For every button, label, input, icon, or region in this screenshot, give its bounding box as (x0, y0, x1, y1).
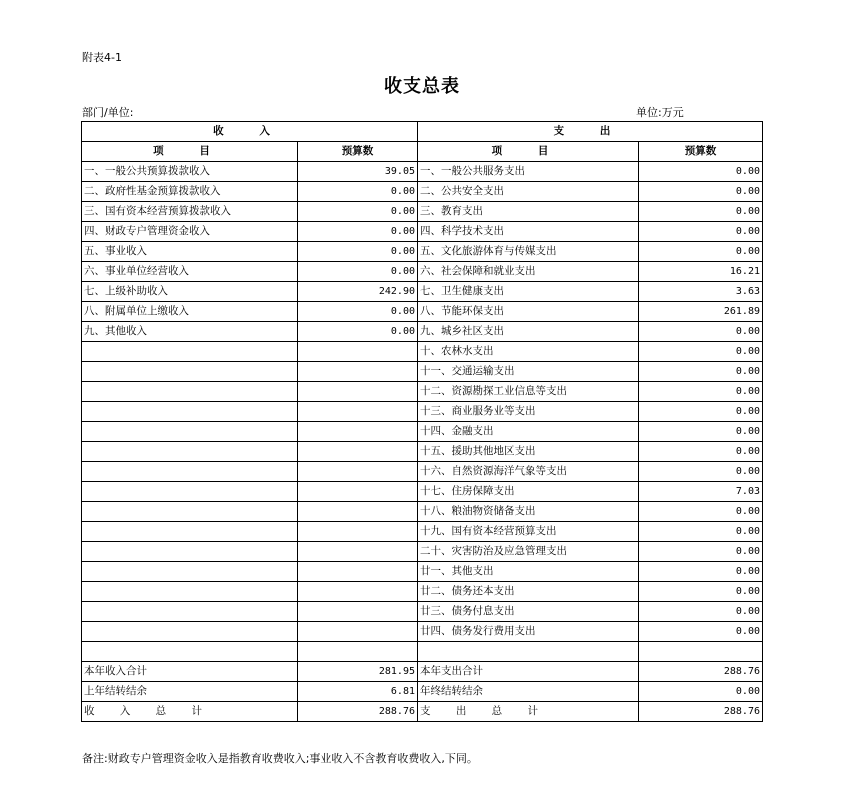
footnote: 备注:财政专户管理资金收入是指教育收费收入;事业收入不含教育收费收入,下同。 (82, 752, 478, 765)
expense-item-cell: 十九、国有资本经营预算支出 (418, 522, 639, 542)
income-amount-cell (298, 562, 418, 582)
expense-item-cell: 四、科学技术支出 (418, 222, 639, 242)
expense-item-cell: 廿一、其他支出 (418, 562, 639, 582)
expense-amount-cell: 0.00 (639, 542, 763, 562)
income-item-cell (82, 382, 298, 402)
expense-amount-cell: 0.00 (639, 422, 763, 442)
table-row (82, 542, 763, 562)
expense-amount-cell: 0.00 (639, 362, 763, 382)
table-row (82, 342, 763, 362)
income-amount-cell (298, 382, 418, 402)
group-header-row (82, 122, 763, 142)
income-amount-cell (298, 362, 418, 382)
expense-item-cell: 五、文化旅游体育与传媒支出 (418, 242, 639, 262)
table-row (82, 262, 763, 282)
income-amount-cell (298, 422, 418, 442)
income-amount-cell: 281.95 (298, 662, 418, 682)
expense-item-cell: 二十、灾害防治及应急管理支出 (418, 542, 639, 562)
income-item-cell (82, 582, 298, 602)
income-amount-cell: 0.00 (298, 222, 418, 242)
income-item-cell: 四、财政专户管理资金收入 (82, 222, 298, 242)
income-amount-cell: 0.00 (298, 182, 418, 202)
income-amount-cell (298, 522, 418, 542)
table-row (82, 562, 763, 582)
income-item-cell: 八、附属单位上缴收入 (82, 302, 298, 322)
income-amount-cell (298, 582, 418, 602)
income-item-cell: 上年结转结余 (82, 682, 298, 702)
income-item-col-header: 项 目 (82, 142, 298, 162)
expense-amount-cell: 288.76 (639, 702, 763, 722)
expense-amount-cell: 0.00 (639, 602, 763, 622)
income-amount-cell: 0.00 (298, 202, 418, 222)
income-amount-cell (298, 482, 418, 502)
expense-item-cell: 十、农林水支出 (418, 342, 639, 362)
income-budget-col-header: 预算数 (298, 142, 418, 162)
expense-amount-cell: 0.00 (639, 562, 763, 582)
total-row (82, 662, 763, 682)
expense-item-col-header: 项 目 (418, 142, 639, 162)
income-amount-cell (298, 462, 418, 482)
expense-item-cell: 十三、商业服务业等支出 (418, 402, 639, 422)
income-item-cell: 一、一般公共预算拨款收入 (82, 162, 298, 182)
expense-item-cell: 十五、援助其他地区支出 (418, 442, 639, 462)
column-header-row (82, 142, 763, 162)
expense-amount-cell: 261.89 (639, 302, 763, 322)
expense-amount-cell: 0.00 (639, 202, 763, 222)
income-item-cell: 六、事业单位经营收入 (82, 262, 298, 282)
expense-amount-cell: 0.00 (639, 322, 763, 342)
expense-amount-cell: 0.00 (639, 222, 763, 242)
table-row (82, 582, 763, 602)
expense-amount-cell: 7.03 (639, 482, 763, 502)
income-item-cell (82, 362, 298, 382)
expense-item-cell: 八、节能环保支出 (418, 302, 639, 322)
income-item-cell (82, 542, 298, 562)
expense-amount-cell: 0.00 (639, 462, 763, 482)
income-item-cell (82, 402, 298, 422)
expense-item-cell: 一、一般公共服务支出 (418, 162, 639, 182)
table-row (82, 642, 763, 662)
expense-amount-cell (639, 642, 763, 662)
expense-item-cell: 七、卫生健康支出 (418, 282, 639, 302)
expense-item-cell: 廿四、债务发行费用支出 (418, 622, 639, 642)
income-amount-cell: 0.00 (298, 242, 418, 262)
page-title: 收支总表 (384, 76, 460, 97)
expense-item-cell: 本年支出合计 (418, 662, 639, 682)
table-row (82, 442, 763, 462)
income-item-cell (82, 422, 298, 442)
income-item-cell: 七、上级补助收入 (82, 282, 298, 302)
expense-item-cell: 支 出 总 计 (418, 702, 639, 722)
expense-item-cell: 十七、住房保障支出 (418, 482, 639, 502)
expense-item-cell: 廿二、债务还本支出 (418, 582, 639, 602)
income-item-cell (82, 342, 298, 362)
expense-item-cell: 年终结转结余 (418, 682, 639, 702)
table-row (82, 622, 763, 642)
table-row (82, 462, 763, 482)
expense-amount-cell: 3.63 (639, 282, 763, 302)
income-amount-cell: 6.81 (298, 682, 418, 702)
expense-item-cell: 十二、资源勘探工业信息等支出 (418, 382, 639, 402)
income-amount-cell: 242.90 (298, 282, 418, 302)
table-row (82, 222, 763, 242)
income-item-cell (82, 602, 298, 622)
table-row (82, 242, 763, 262)
income-amount-cell (298, 342, 418, 362)
expense-amount-cell: 0.00 (639, 382, 763, 402)
income-amount-cell: 0.00 (298, 302, 418, 322)
attachment-label: 附表4-1 (82, 51, 122, 64)
expense-item-cell: 十四、金融支出 (418, 422, 639, 442)
income-item-cell: 三、国有资本经营预算拨款收入 (82, 202, 298, 222)
income-amount-cell (298, 622, 418, 642)
table-row (82, 382, 763, 402)
expense-amount-cell: 0.00 (639, 442, 763, 462)
income-amount-cell (298, 402, 418, 422)
income-item-cell (82, 622, 298, 642)
table-row (82, 202, 763, 222)
income-expense-table (81, 121, 763, 722)
table-row (82, 322, 763, 342)
table-row (82, 162, 763, 182)
expense-amount-cell: 0.00 (639, 522, 763, 542)
table-row (82, 522, 763, 542)
income-item-cell: 九、其他收入 (82, 322, 298, 342)
expense-group-header: 支 出 (418, 122, 763, 142)
income-amount-cell (298, 542, 418, 562)
income-item-cell: 本年收入合计 (82, 662, 298, 682)
income-item-cell: 二、政府性基金预算拨款收入 (82, 182, 298, 202)
unit-label: 单位:万元 (636, 106, 684, 119)
income-item-cell (82, 442, 298, 462)
expense-amount-cell: 0.00 (639, 182, 763, 202)
expense-item-cell: 六、社会保障和就业支出 (418, 262, 639, 282)
income-amount-cell (298, 442, 418, 462)
expense-item-cell: 十一、交通运输支出 (418, 362, 639, 382)
expense-amount-cell: 0.00 (639, 242, 763, 262)
expense-item-cell (418, 642, 639, 662)
department-label: 部门/单位: (82, 106, 134, 119)
income-item-cell (82, 642, 298, 662)
income-amount-cell (298, 642, 418, 662)
income-item-cell: 收 入 总 计 (82, 702, 298, 722)
expense-amount-cell: 0.00 (639, 682, 763, 702)
expense-item-cell: 三、教育支出 (418, 202, 639, 222)
income-item-cell: 五、事业收入 (82, 242, 298, 262)
income-item-cell (82, 562, 298, 582)
income-amount-cell: 0.00 (298, 262, 418, 282)
expense-item-cell: 二、公共安全支出 (418, 182, 639, 202)
table-row (82, 402, 763, 422)
table-row (82, 182, 763, 202)
expense-amount-cell: 16.21 (639, 262, 763, 282)
expense-amount-cell: 0.00 (639, 582, 763, 602)
income-item-cell (82, 502, 298, 522)
expense-amount-cell: 0.00 (639, 342, 763, 362)
table-row (82, 482, 763, 502)
expense-item-cell: 十六、自然资源海洋气象等支出 (418, 462, 639, 482)
income-amount-cell: 39.05 (298, 162, 418, 182)
expense-amount-cell: 0.00 (639, 162, 763, 182)
expense-item-cell: 十八、粮油物资储备支出 (418, 502, 639, 522)
income-amount-cell: 0.00 (298, 322, 418, 342)
table-row (82, 362, 763, 382)
expense-item-cell: 廿三、债务付息支出 (418, 602, 639, 622)
expense-item-cell: 九、城乡社区支出 (418, 322, 639, 342)
income-amount-cell: 288.76 (298, 702, 418, 722)
table-row (82, 502, 763, 522)
income-item-cell (82, 522, 298, 542)
expense-amount-cell: 0.00 (639, 502, 763, 522)
table-row (82, 302, 763, 322)
total-row (82, 682, 763, 702)
table-row (82, 282, 763, 302)
income-item-cell (82, 482, 298, 502)
total-row (82, 702, 763, 722)
income-group-header: 收 入 (82, 122, 418, 142)
table-row (82, 422, 763, 442)
income-amount-cell (298, 502, 418, 522)
expense-amount-cell: 0.00 (639, 622, 763, 642)
expense-amount-cell: 288.76 (639, 662, 763, 682)
income-item-cell (82, 462, 298, 482)
income-amount-cell (298, 602, 418, 622)
expense-amount-cell: 0.00 (639, 402, 763, 422)
table-row (82, 602, 763, 622)
expense-budget-col-header: 预算数 (639, 142, 763, 162)
